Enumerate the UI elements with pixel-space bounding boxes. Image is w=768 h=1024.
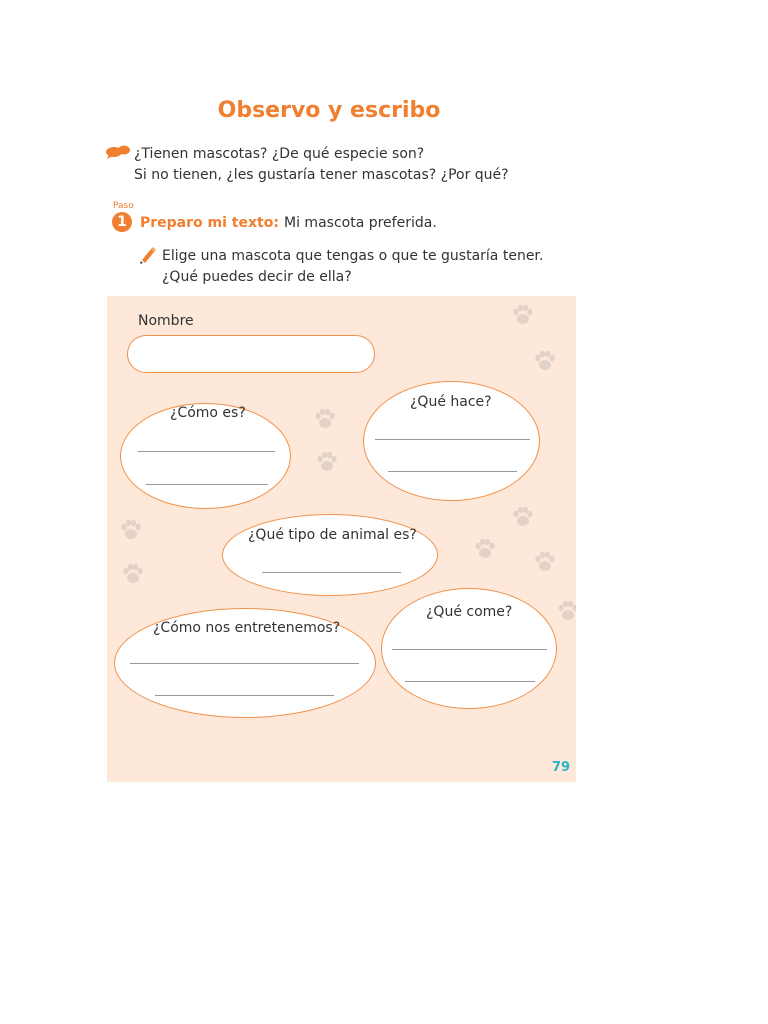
como-es-label: ¿Cómo es? [170,405,246,421]
tipo-animal-label: ¿Qué tipo de animal es? [248,527,417,543]
page-title: Observo y escribo [217,98,441,123]
writing-line [392,649,547,650]
nombre-field[interactable] [127,335,375,373]
paw-print-icon [121,520,140,539]
entretenemos-label: ¿Cómo nos entretenemos? [153,620,341,636]
writing-line [262,572,401,573]
page-number: 79 [552,760,571,775]
paso-label: Paso [113,201,134,211]
paw-print-icon [123,564,142,583]
paw-print-icon [317,452,336,471]
writing-line [130,663,359,664]
paw-print-icon [475,539,494,558]
paw-print-icon [513,305,532,324]
step-number: 1 [112,212,132,232]
writing-line [138,451,275,452]
writing-line [155,695,334,696]
paw-print-icon [535,351,554,370]
paw-print-icon [315,409,334,428]
intro-question-2: Si no tienen, ¿les gustaría tener mascotas? ¿Por qué? [134,167,509,183]
nombre-label: Nombre [138,313,194,329]
writing-line [388,471,517,472]
paw-print-icon [558,601,576,620]
paw-print-icon [535,552,554,571]
step-title: Preparo mi texto: [140,215,279,231]
writing-line [146,484,268,485]
writing-line [375,439,530,440]
speech-bubbles-icon [106,145,130,159]
instruction-line-1: Elige una mascota que tengas o que te gustaría tener. [162,248,544,264]
pencil-icon [137,245,157,265]
que-hace-label: ¿Qué hace? [410,394,492,410]
step-subtitle: Mi mascota preferida. [284,215,437,231]
step-heading [140,212,437,231]
intro-question-1: ¿Tienen mascotas? ¿De qué especie son? [134,146,425,162]
writing-line [405,681,535,682]
instruction-line-2: ¿Qué puedes decir de ella? [162,269,352,285]
que-come-label: ¿Qué come? [426,604,513,620]
paw-print-icon [513,507,532,526]
